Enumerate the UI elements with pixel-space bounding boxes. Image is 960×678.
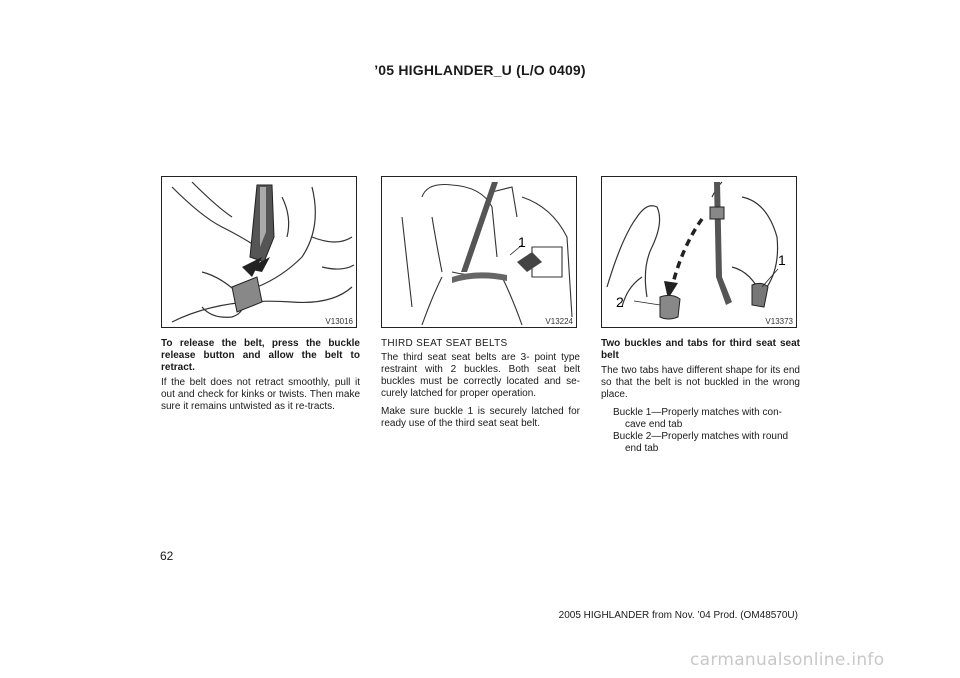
third-seat-illustration bbox=[382, 177, 576, 327]
column-right bbox=[601, 338, 800, 455]
figure-code: V13016 bbox=[325, 317, 353, 326]
two-buckles-heading: Two buckles and tabs for third seat seat belt bbox=[601, 338, 800, 361]
third-seat-body-1: The third seat seat belts are 3- point type restraint with 2 buckles. Both seat belt buckles must be correctly located and se-curely latched for proper operation. bbox=[381, 352, 580, 399]
figure-buckle-release bbox=[161, 176, 357, 328]
callout-1: 1 bbox=[518, 234, 526, 250]
two-buckles-body: The two tabs have different shape for its end so that the belt is not buckled in the wrong place. bbox=[601, 365, 800, 400]
page-number: 62 bbox=[160, 549, 174, 563]
two-buckles-illustration bbox=[602, 177, 796, 327]
figure-code: V13224 bbox=[545, 317, 573, 326]
figure-two-buckles bbox=[601, 176, 797, 328]
buckle-2-line-1: Buckle 2—Properly matches with round bbox=[613, 431, 789, 442]
buckle-release-illustration bbox=[162, 177, 356, 327]
buckle-2-line-2: end tab bbox=[625, 443, 659, 454]
figure-third-seat-belts bbox=[381, 176, 577, 328]
third-seat-heading: THIRD SEAT SEAT BELTS bbox=[381, 338, 508, 349]
callout-2: 2 bbox=[616, 294, 624, 310]
watermark-logo: carmanualsonline.info bbox=[690, 650, 885, 670]
page-footer: 2005 HIGHLANDER from Nov. ’04 Prod. (OM48570U) bbox=[558, 610, 798, 621]
figure-code: V13373 bbox=[765, 317, 793, 326]
third-seat-body-2: Make sure buckle 1 is securely latched for ready use of the third seat seat belt. bbox=[381, 406, 580, 429]
buckle-1-line-1: Buckle 1—Properly matches with con- bbox=[613, 407, 782, 418]
column-left bbox=[161, 338, 360, 419]
page-header-title: ’05 HIGHLANDER_U (L/O 0409) bbox=[374, 62, 586, 78]
column-middle bbox=[381, 338, 580, 436]
release-belt-heading: To release the belt, press the buckle release button and allow the belt to retract. bbox=[161, 338, 360, 373]
buckle-1-line-2: cave end tab bbox=[625, 419, 683, 430]
callout-1: 1 bbox=[778, 252, 786, 268]
release-belt-body: If the belt does not retract smoothly, pull it out and check for kinks or twists. Then make sure it remains untwisted as it re-tracts. bbox=[161, 377, 360, 412]
